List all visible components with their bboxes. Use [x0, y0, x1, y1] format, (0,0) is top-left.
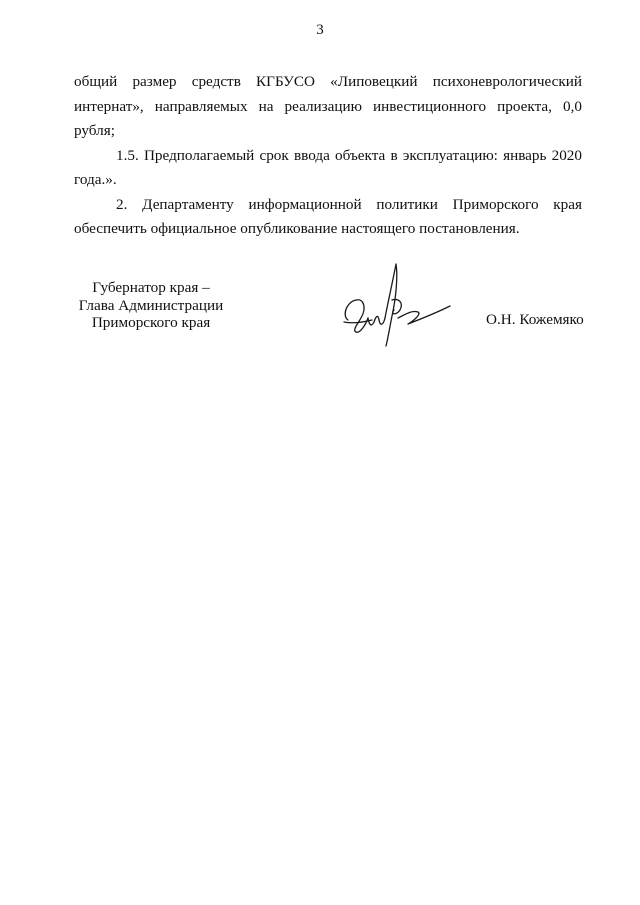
signatory-title-line-3: Приморского края	[91, 314, 211, 331]
paragraph-publication-order: 2. Департаменту информационной политики Приморского края обеспечить официальное опубликование настоящего постановления.	[74, 195, 582, 237]
signatory-title-line-2: Глава Администрации	[78, 296, 224, 314]
document-body	[74, 70, 582, 242]
paragraph-commissioning-date: 1.5. Предполагаемый срок ввода объекта в эксплуатацию: январь 2020 года.».	[74, 146, 582, 188]
paragraph-funding-amount: общий размер средств КГБУСО «Липовецкий психоневрологический интернат», направляемых на реализацию инвестиционного проекта, 0,0 рубля;	[74, 73, 582, 139]
signatory-title	[76, 279, 226, 332]
handwritten-signature	[338, 258, 456, 348]
signatory-title-line-1: Губернатор края –	[92, 279, 210, 296]
page-number: 3	[316, 22, 324, 38]
signer-name: О.Н. Кожемяко	[486, 311, 584, 328]
